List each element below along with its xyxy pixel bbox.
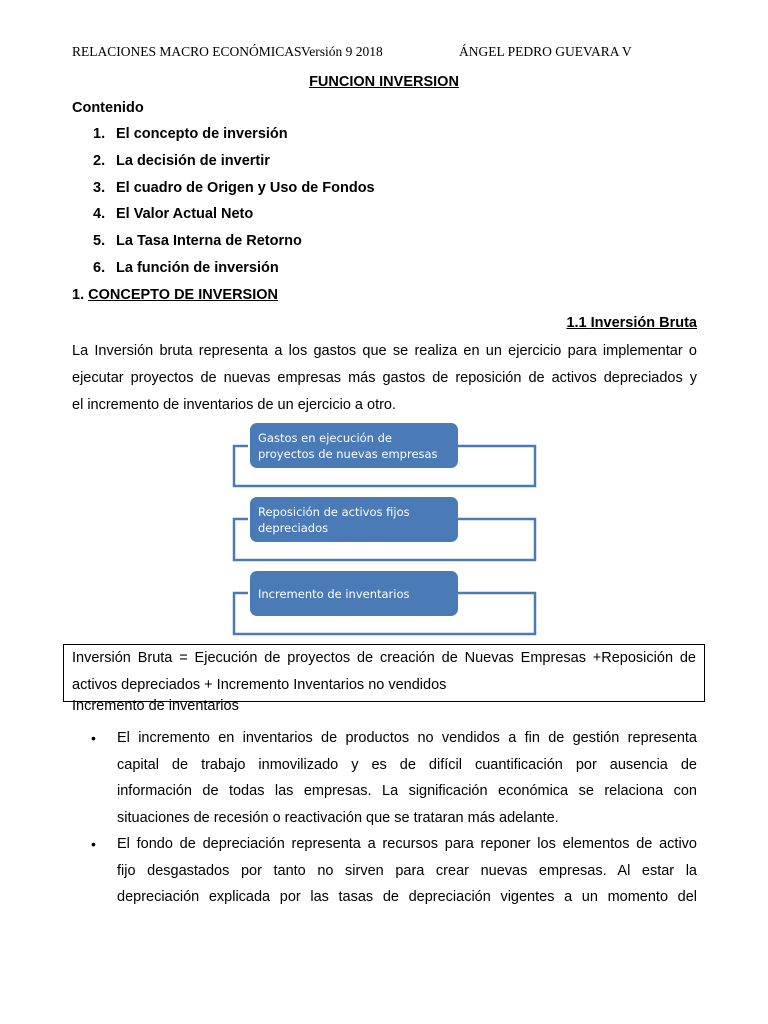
paragraph-line: ejecutar proyectos de nuevas empresas más gastos de reposición de activos depreciados y [72, 369, 697, 386]
bullet-line: capital de trabajo inmovilizado y es de difícil cuantificación por ausencia de [117, 756, 697, 773]
contents-item: 4. El Valor Actual Neto [93, 206, 254, 223]
bullet-item [72, 725, 697, 831]
bullet-dot-icon: • [91, 730, 96, 746]
subsection-title: Inversión Bruta [590, 315, 697, 331]
section-heading: 1. CONCEPTO DE INVERSION [72, 287, 278, 303]
contents-item: 6. La función de inversión [93, 259, 279, 276]
bullet-list [72, 725, 697, 911]
bullet-item [72, 831, 697, 911]
incremento-label: Incremento de inventarios [72, 698, 239, 714]
header-version: Versión 9 2018 [301, 44, 383, 59]
bullet-line: depreciación explicada por las tasas de depreciación vigentes a un momento del [117, 889, 697, 905]
header-author: ÁNGEL PEDRO GUEVARA V [459, 44, 632, 59]
contents-item: 5. La Tasa Interna de Retorno [93, 233, 302, 250]
paragraph-line: La Inversión bruta representa a los gastos que se realiza en un ejercicio para implementar o [72, 343, 697, 359]
bullet-dot-icon: • [91, 836, 96, 852]
subsection-heading [0, 315, 697, 331]
header-course: RELACIONES MACRO ECONÓMICAS [72, 44, 302, 59]
contents-list [93, 126, 375, 287]
paragraph-line: el incremento de inventarios de un ejercicio a otro. [72, 396, 397, 413]
formula-line: activos depreciados + Incremento Inventarios no vendidos [72, 676, 447, 693]
contents-item: 2. La decisión de invertir [93, 152, 270, 169]
contents-item: 1. El concepto de inversión [93, 126, 288, 142]
formula-line: Inversión Bruta = Ejecución de proyectos de creación de Nuevas Empresas +Reposición de [72, 650, 696, 666]
bullet-line: El incremento en inventarios de productos no vendidos a fin de gestión representa [117, 730, 697, 746]
subsection-number: 1.1 [566, 315, 591, 331]
bullet-line: información de todas las empresas. La significación económica se relaciona con [117, 783, 697, 799]
contents-item: 3. El cuadro de Origen y Uso de Fondos [93, 179, 375, 196]
bullet-line: situaciones de recesión o reactivación que se trataran más adelante. [117, 809, 559, 826]
paragraph-inversion-bruta [72, 338, 697, 418]
diagram-box-reposicion: Reposición de activos fijos depreciados [250, 497, 458, 542]
formula-box [63, 644, 705, 702]
diagram-box-gastos: Gastos en ejecución de proyectos de nuevas empresas [250, 423, 458, 468]
bullet-line: fijo desgastados por tanto no sirven para crear nuevas empresas. Al estar la [117, 862, 697, 879]
bullet-line: El fondo de depreciación representa a recursos para reponer los elementos de activo [117, 836, 697, 852]
contents-heading: Contenido [72, 100, 144, 116]
document-title: FUNCION INVERSION [309, 74, 459, 90]
page-header [72, 44, 692, 64]
diagram-box-inventarios: Incremento de inventarios [250, 571, 458, 616]
